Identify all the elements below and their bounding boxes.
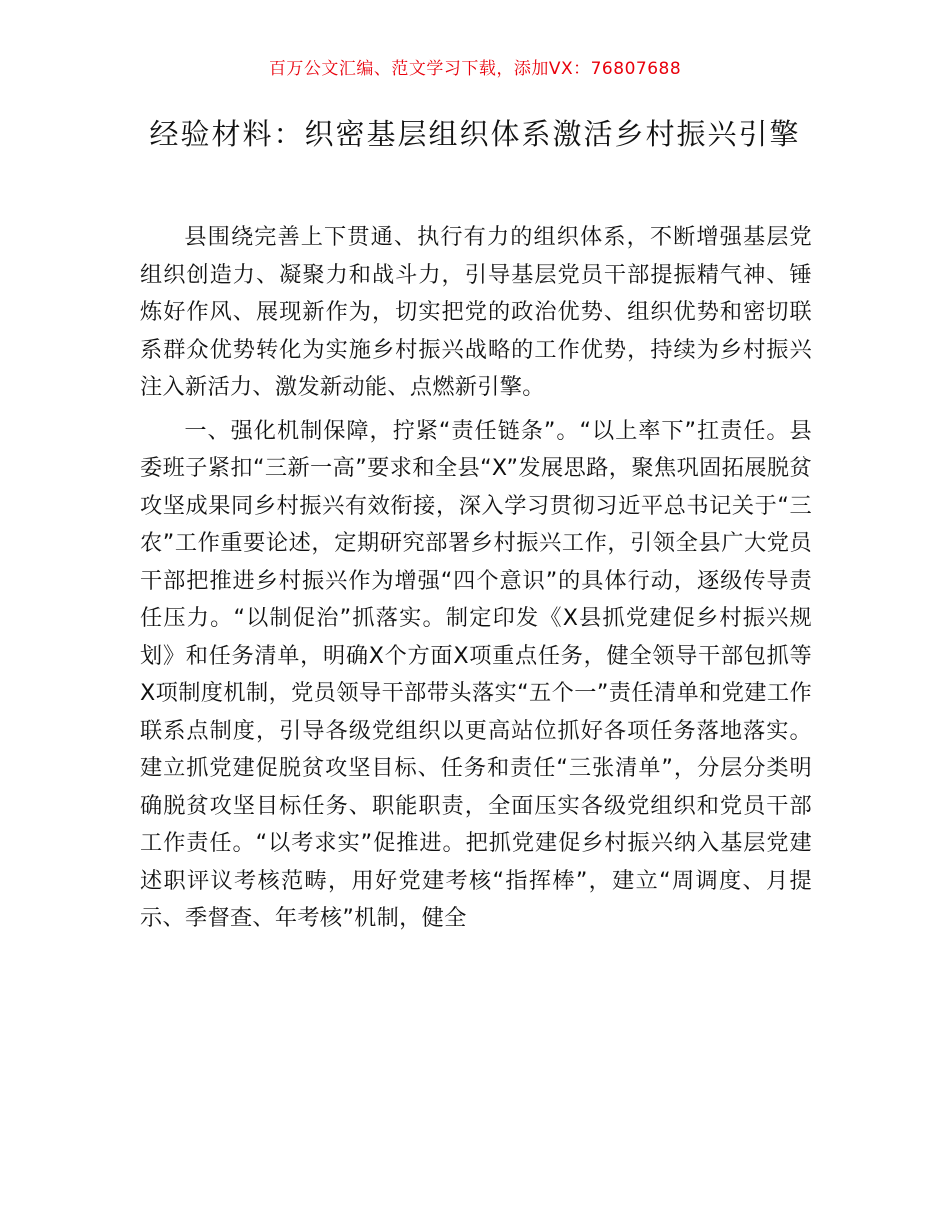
document-title: 经验材料：织密基层组织体系激活乡村振兴引擎 bbox=[149, 117, 801, 151]
section-one-paragraph: 一、强化机制保障，拧紧“责任链条”。“以上率下”扛责任。县委班子紧扣“三新一高”要求和全县“X”发展思路，聚焦巩固拓展脱贫攻坚成果同乡村振兴有效衔接，深入学习贯彻习近平总书记关于“三农”工作重要论述，定期研究部署乡村振兴工作，引领全县广大党员干部把推进乡村振兴作为增强“四个意识”的具体行动，逐级传导责任压力。“以制促治”抓落实。制定印发《X县抓党建促乡村振兴规划》和任务清单，明确X个方面X项重点任务，健全领导干部包抓等X项制度机制，党员领导干部带头落实“五个一”责任清单和党建工作联系点制度，引导各级党组织以更高站位抓好各项任务落地落实。建立抓党建促脱贫攻坚目标、任务和责任“三张清单”，分层分类明确脱贫攻坚目标任务、职能职责，全面压实各级党组织和党员干部工作责任。“以考求实”促推进。把抓党建促乡村振兴纳入基层党建述职评议考核范畴，用好党建考核“指挥棒”，建立“周调度、月提示、季督查、年考核”机制，健全 bbox=[140, 417, 812, 931]
document-body bbox=[140, 219, 812, 938]
header-watermark-note: 百万公文汇编、范文学习下载，添加VX：76807688 bbox=[268, 59, 682, 79]
intro-paragraph: 县围绕完善上下贯通、执行有力的组织体系，不断增强基层党组织创造力、凝聚力和战斗力，引导基层党员干部提振精气神、锤炼好作风、展现新作为，切实把党的政治优势、组织优势和密切联系群众优势转化为实施乡村振兴战略的工作优势，持续为乡村振兴注入新活力、激发新动能、点燃新引擎。 bbox=[140, 224, 812, 400]
